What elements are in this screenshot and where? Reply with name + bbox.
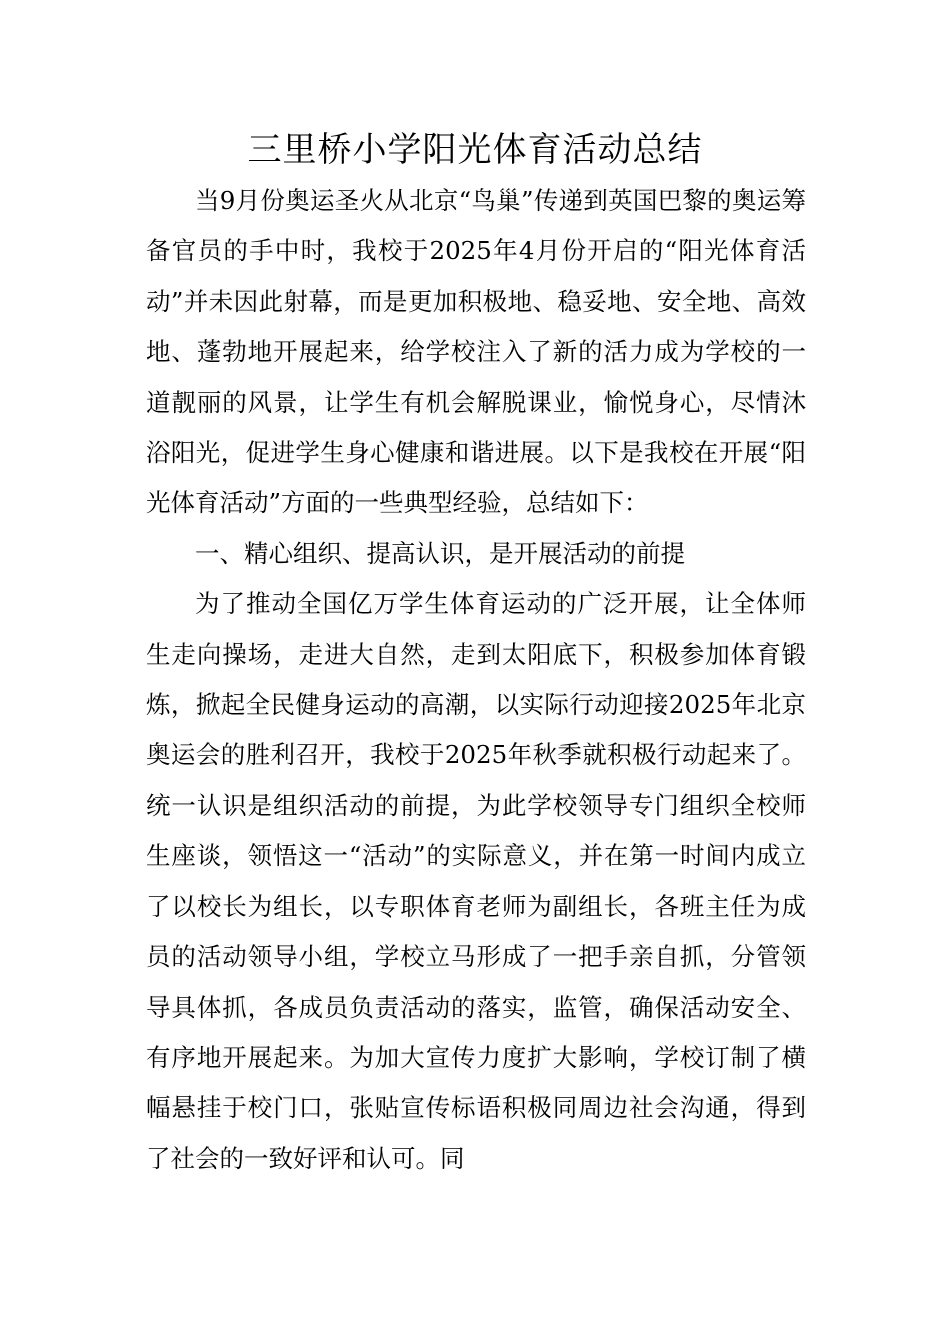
body-paragraph-intro: 当9月份奥运圣火从北京“鸟巢”传递到英国巴黎的奥运筹备官员的手中时，我校于2025年4月份开启的“阳光体育活动”并未因此射幕，而是更加积极地、稳妥地、安全地、高效地、蓬勃地开展起来，给学校注入了新的活力成为学校的一道靓丽的风景，让学生有机会解脱课业，愉悦身心，尽情沐浴阳光，促进学生身心健康和谐进展。以下是我校在开展“阳光体育活动”方面的一些典型经验，总结如下： <box>146 186 806 518</box>
body-paragraph-section-1: 为了推动全国亿万学生体育运动的广泛开展，让全体师生走向操场，走进大自然，走到太阳底下，积极参加体育锻炼，掀起全民健身运动的高潮，以实际行动迎接2025年北京奥运会的胜利召开，我校于2025年秋季就积极行动起来了。统一认识是组织活动的前提，为此学校领导专门组织全校师生座谈，领悟这一“活动”的实际意义，并在第一时间内成立了以校长为组长，以专职体育老师为副组长，各班主任为成员的活动领导小组，学校立马形成了一把手亲自抓，分管领导具体抓，各成员负责活动的落实，监管，确保活动安全、有序地开展起来。为加大宣传力度扩大影响，学校订制了横幅悬挂于校门口，张贴宣传标语积极同周边社会沟通，得到了社会的一致好评和认可。同 <box>146 589 806 1173</box>
section-heading-1: 一、精心组织、提高认识，是开展活动的前提 <box>195 538 685 568</box>
document-body <box>146 176 806 1184</box>
document-title: 三里桥小学阳光体育活动总结 <box>247 130 703 170</box>
